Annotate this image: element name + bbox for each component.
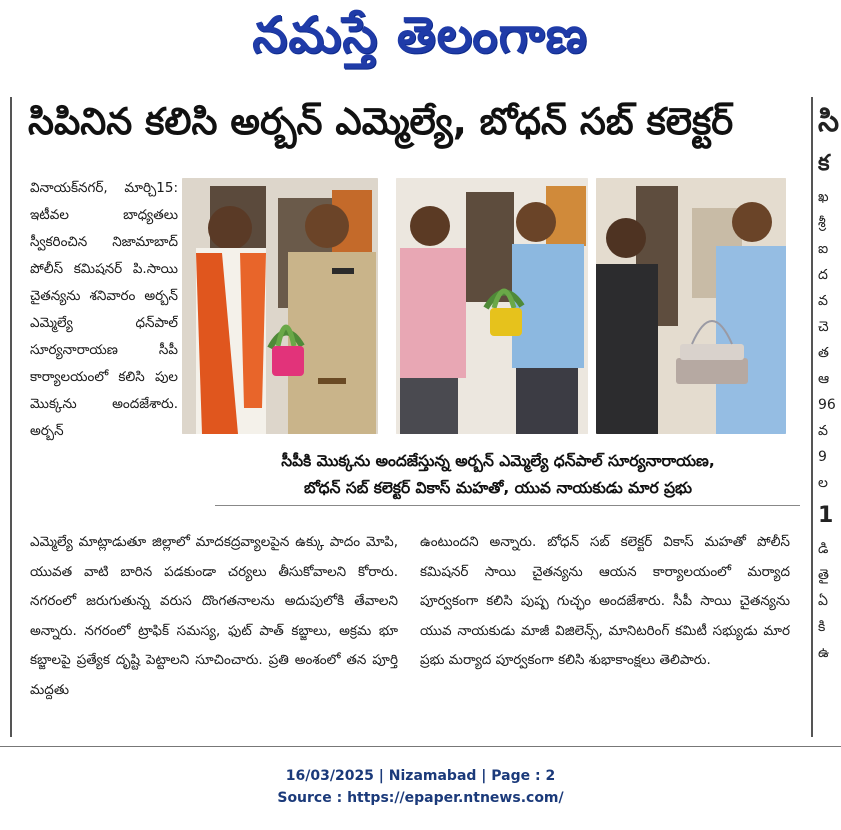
adjacent-line: వ bbox=[818, 293, 828, 309]
adjacent-line: ఉ bbox=[818, 645, 830, 661]
caption-line-2: బోధన్ సబ్ కలెక్టర్ వికాస్ మహతో, యువ నాయకుడు మార ప్రభు bbox=[303, 479, 693, 497]
caption-line-1: సీపీకి మొక్కను అందజేస్తున్న అర్బన్ ఎమ్మెల్యే ధన్‌పాల్ సూర్యనారాయణ, bbox=[281, 452, 715, 470]
photo-sub-collector-meeting-commissioner bbox=[396, 178, 588, 434]
photo-illustration bbox=[396, 178, 588, 434]
adjacent-line: ఆ bbox=[818, 371, 830, 387]
adjacent-line: 96 bbox=[818, 397, 836, 413]
adjacent-line: తై bbox=[818, 567, 829, 583]
footer-date-edition: 16/03/2025 | Nizamabad | Page : 2 bbox=[285, 768, 556, 784]
page-border-left bbox=[10, 97, 12, 737]
adjacent-line: 9 bbox=[818, 449, 827, 465]
adjacent-line: ఐ bbox=[818, 241, 829, 257]
page-footer bbox=[0, 765, 841, 809]
adjacent-line: కి bbox=[818, 619, 826, 635]
adjacent-line: ఏ bbox=[818, 593, 828, 609]
photo-youth-leader-meeting-commissioner bbox=[596, 178, 786, 434]
adjacent-article-fragment bbox=[818, 100, 841, 740]
article-intro: వినాయక్‌నగర్, మార్చి15: ఇటీవల బాధ్యతలు స్వీకరించిన నిజామాబాద్ పోలీస్ కమిషనర్ పి.సాయి చైతన్యను శనివారం అర్బన్ ఎమ్మెల్యే ధన్‌పాల్ సూర్యనారాయణ సీపీ కార్యాలయంలో కలిసి పుల మొక్కను అందజేశారు. అర్బన్ bbox=[30, 180, 178, 439]
newspaper-masthead: నమస్తే తెలంగాణ bbox=[252, 5, 588, 64]
adjacent-headline-char-1: సి bbox=[818, 104, 840, 139]
adjacent-line: చె bbox=[818, 319, 829, 335]
article-body-left-column: ఎమ్మెల్యే మాట్లాడుతూ జిల్లాలో మాదకద్రవ్యాలపైన ఉక్కు పాదం మోపి, యువత వాటి బారిన పడకుండా చర్యలు తీసుకోవాలని కోరారు. నగరంలో జరుగుతున్న వరుస దొంగతనాలను అదుపులోకి తేవాలని అన్నారు. నగరంలో ట్రాఫిక్ సమస్య, ఫుట్ పాత్ కబ్జాలు, అక్రమ భూ కబ్జాలపై ప్రత్యేక దృష్టి పెట్టాలని సూచించారు. ప్రతి అంశంలో తన పూర్తి మద్దతు bbox=[30, 534, 398, 698]
photo-mla-meeting-commissioner bbox=[182, 178, 378, 434]
photo-caption bbox=[218, 448, 778, 502]
adjacent-number: 1 bbox=[818, 503, 834, 528]
article-body-right-column: ఉంటుందని అన్నారు. బోధన్ సబ్ కలెక్టర్ వికాస్ మహతో పోలీస్ కమిషనర్ సాయి చైతన్యను ఆయన కార్యాలయంలో మర్యాద పూర్వకంగా కలిసి పుష్ప గుచ్ఛం అందజేశారు. సీపీ సాయి చైతన్యను యువ నాయకుడు మాజీ విజిలెన్స్, మానిటరింగ్ కమిటీ సభ్యుడు మార ప్రభు మర్యాద పూర్వకంగా కలిసి శుభాకాంక్షలు తెలిపారు. bbox=[420, 534, 790, 668]
adjacent-headline-char-2: క bbox=[818, 151, 830, 176]
adjacent-line: శ్రీ bbox=[818, 215, 826, 231]
photo-illustration bbox=[596, 178, 786, 434]
adjacent-line: త bbox=[818, 345, 829, 361]
footer-source-link[interactable]: Source : https://epaper.ntnews.com/ bbox=[277, 790, 564, 806]
column-divider bbox=[811, 97, 813, 737]
footer-divider bbox=[0, 746, 841, 747]
photo-illustration bbox=[182, 178, 378, 434]
adjacent-line: డి bbox=[818, 541, 829, 557]
adjacent-line: ద bbox=[818, 267, 828, 283]
adjacent-line: ల bbox=[818, 475, 828, 491]
article-headline: సిపినిన కలిసి అర్బన్ ఎమ్మెల్యే, బోధన్ సబ్ కలెక్టర్ bbox=[28, 100, 734, 143]
adjacent-line: ఖ bbox=[818, 189, 829, 205]
caption-divider bbox=[215, 505, 800, 506]
adjacent-line: వ bbox=[818, 423, 828, 439]
